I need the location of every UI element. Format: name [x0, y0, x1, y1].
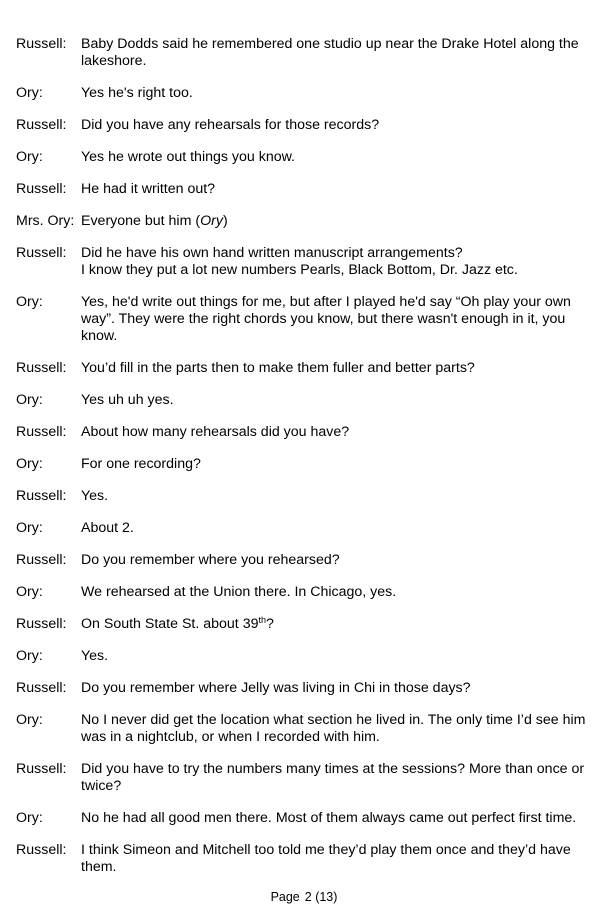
dialogue-entry [16, 360, 588, 377]
dialogue-text [81, 488, 588, 505]
dialogue-text [81, 360, 588, 377]
dialogue-text [81, 149, 588, 166]
dialogue-line [81, 842, 588, 876]
dialogue-entry [16, 392, 588, 409]
dialogue-line-text: He had it written out? [81, 181, 216, 197]
dialogue-line [81, 149, 588, 166]
speaker-label: Russell: [16, 245, 67, 261]
dialogue-entry [16, 85, 588, 102]
dialogue-line [81, 584, 588, 601]
speaker-label: Ory: [16, 149, 43, 165]
dialogue-line [81, 616, 588, 633]
dialogue-text [81, 424, 588, 441]
speaker-label: Ory: [16, 810, 43, 826]
dialogue-line-text: Yes he wrote out things you know. [81, 149, 296, 165]
dialogue-entry [16, 117, 588, 134]
dialogue-line [81, 117, 588, 134]
dialogue-text [81, 117, 588, 134]
dialogue-text [81, 712, 588, 746]
dialogue-entry [16, 712, 588, 746]
speaker-label: Ory: [16, 294, 43, 310]
page-label: Page [270, 890, 300, 904]
speaker-label: Russell: [16, 117, 67, 133]
ordinal-superscript: th [258, 615, 266, 625]
dialogue-line-text: Did he have his own hand written manuscript arrangements? [81, 245, 463, 261]
dialogue-line-text: Did you have any rehearsals for those records? [81, 117, 380, 133]
dialogue-line [81, 245, 588, 262]
speaker-label: Russell: [16, 360, 67, 376]
speaker-label: Ory: [16, 648, 43, 664]
dialogue-text [81, 181, 588, 198]
dialogue-line [81, 36, 588, 70]
speaker-label: Ory: [16, 584, 43, 600]
dialogue-text [81, 294, 588, 345]
dialogue-text [81, 36, 588, 70]
dialogue-line [81, 392, 588, 409]
dialogue-line [81, 181, 588, 198]
dialogue-text [81, 810, 588, 827]
dialogue-entry [16, 424, 588, 441]
dialogue-line-text: Everyone but him ( [81, 213, 201, 229]
dialogue-text [81, 392, 588, 409]
dialogue-text [81, 680, 588, 697]
dialogue-entry [16, 456, 588, 473]
dialogue-entry [16, 294, 588, 345]
dialogue-text [81, 245, 588, 279]
dialogue-line [81, 294, 588, 345]
dialogue-line-text: I think Simeon and Mitchell too told me they’d play them once and they’d have them. [81, 842, 571, 875]
dialogue-line-text: No I never did get the location what section he lived in. The only time I’d see him was in a nightclub, or when I recorded with him. [81, 712, 586, 745]
dialogue-entry [16, 761, 588, 795]
dialogue-line [81, 85, 588, 102]
speaker-label: Ory: [16, 520, 43, 536]
dialogue-line-text: For one recording? [81, 456, 201, 472]
dialogue-line-text: About 2. [81, 520, 134, 536]
speaker-label: Russell: [16, 552, 67, 568]
dialogue-text [81, 520, 588, 537]
speaker-label: Russell: [16, 616, 67, 632]
dialogue-line [81, 424, 588, 441]
dialogue-entry [16, 680, 588, 697]
trailing-punctuation: ) [222, 213, 228, 229]
dialogue-line-text: Baby Dodds said he remembered one studio up near the Drake Hotel along the lakeshore. [81, 36, 579, 69]
dialogue-line [81, 456, 588, 473]
trailing-punctuation: ? [265, 616, 274, 632]
speaker-label: Mrs. Ory: [16, 213, 75, 229]
dialogue-text [81, 85, 588, 102]
dialogue-entry [16, 149, 588, 166]
dialogue-line [81, 213, 588, 230]
italic-name: Ory [200, 213, 223, 229]
dialogue-line-text: Did you have to try the numbers many times at the sessions? More than once or twice? [81, 761, 585, 794]
dialogue-entry [16, 36, 588, 70]
dialogue-text [81, 552, 588, 569]
dialogue-entry [16, 181, 588, 198]
dialogue-line [81, 360, 588, 377]
dialogue-line [81, 552, 588, 569]
page-footer [0, 890, 608, 904]
speaker-label: Russell: [16, 842, 67, 858]
dialogue-line [81, 648, 588, 665]
dialogue-line [81, 488, 588, 505]
dialogue-line-text: Yes. [81, 648, 109, 664]
dialogue-line-text: I know they put a lot new numbers Pearls, Black Bottom, Dr. Jazz etc. [81, 262, 518, 278]
dialogue-text [81, 648, 588, 665]
dialogue-line-text: Yes. [81, 488, 109, 504]
speaker-label: Russell: [16, 680, 67, 696]
dialogue-line [81, 680, 588, 697]
dialogue-line-text: You’d fill in the parts then to make them fuller and better parts? [81, 360, 475, 376]
dialogue-text [81, 456, 588, 473]
dialogue-text [81, 616, 588, 633]
speaker-label: Russell: [16, 424, 67, 440]
dialogue-text [81, 584, 588, 601]
dialogue-text [81, 842, 588, 876]
dialogue-line [81, 262, 588, 279]
page-number: 2 (13) [304, 890, 338, 904]
speaker-label: Russell: [16, 761, 67, 777]
dialogue-line-text: Do you remember where you rehearsed? [81, 552, 340, 568]
dialogue-entry [16, 616, 588, 633]
dialogue-line [81, 712, 588, 746]
dialogue-entry [16, 648, 588, 665]
dialogue-entry [16, 842, 588, 876]
dialogue-entry [16, 213, 588, 230]
dialogue-line-text: Yes uh uh yes. [81, 392, 174, 408]
speaker-label: Ory: [16, 85, 43, 101]
dialogue-text [81, 213, 588, 230]
speaker-label: Ory: [16, 392, 43, 408]
dialogue-line [81, 520, 588, 537]
speaker-label: Ory: [16, 712, 43, 728]
dialogue-line-text: Yes he's right too. [81, 85, 193, 101]
dialogue-line [81, 810, 588, 827]
dialogue-entry [16, 488, 588, 505]
dialogue-entry [16, 520, 588, 537]
dialogue-line-text: Do you remember where Jelly was living in Chi in those days? [81, 680, 471, 696]
dialogue-line-text: Yes, he'd write out things for me, but after I played he'd say “Oh play your own way”. They were the right chords you know, but there wasn't enough in it, you know. [81, 294, 571, 344]
speaker-label: Russell: [16, 36, 67, 52]
dialogue-entry [16, 584, 588, 601]
dialogue-line-text: About how many rehearsals did you have? [81, 424, 350, 440]
dialogue-entry [16, 810, 588, 827]
dialogue-entry [16, 245, 588, 279]
dialogue-line-text: No he had all good men there. Most of them always came out perfect first time. [81, 810, 577, 826]
transcript [16, 36, 588, 891]
dialogue-line-text: We rehearsed at the Union there. In Chicago, yes. [81, 584, 397, 600]
dialogue-text [81, 761, 588, 795]
dialogue-entry [16, 552, 588, 569]
dialogue-line [81, 761, 588, 795]
dialogue-line-text: On South State St. about 39 [81, 616, 259, 632]
speaker-label: Ory: [16, 456, 43, 472]
speaker-label: Russell: [16, 181, 67, 197]
speaker-label: Russell: [16, 488, 67, 504]
